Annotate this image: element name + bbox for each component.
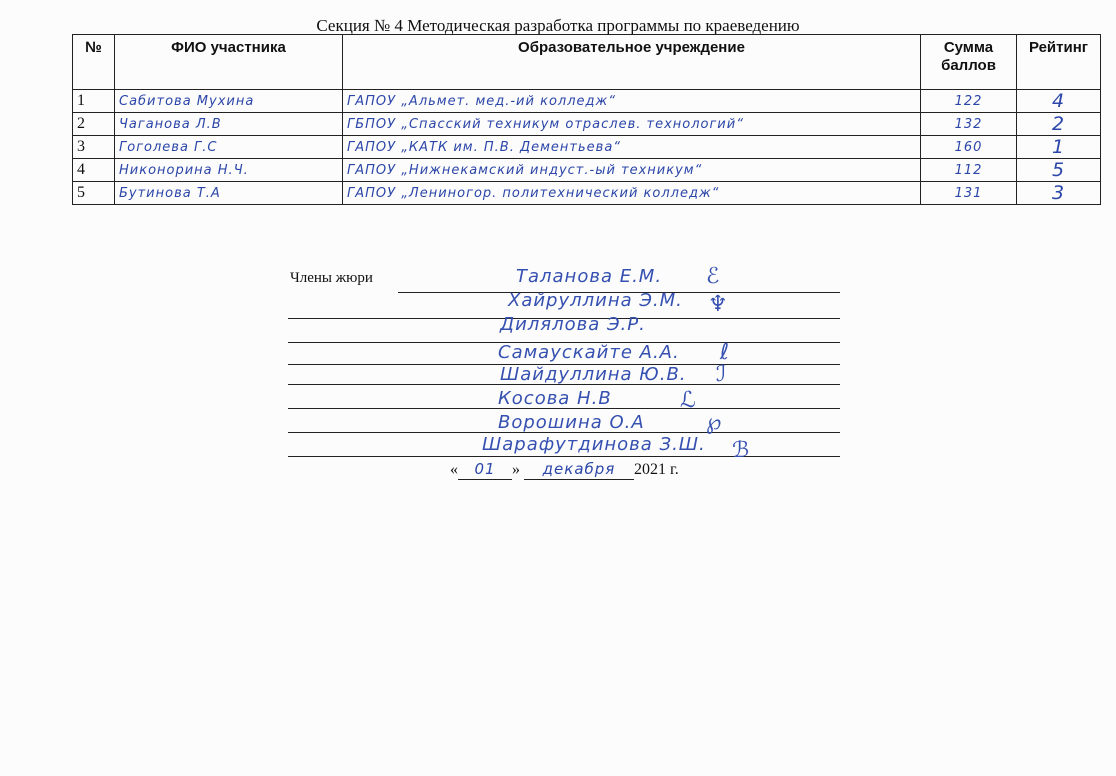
table-row	[73, 90, 1101, 113]
jury-signature: Ворошина О.А	[498, 412, 645, 433]
jury-signature: Дилялова Э.Р.	[500, 314, 646, 335]
date-open-quote: «	[450, 461, 458, 478]
row-num: 4	[73, 159, 115, 182]
table-row	[73, 113, 1101, 136]
score-cell	[921, 182, 1017, 205]
signature-mark-icon: ℓ	[720, 340, 730, 365]
handwritten-rank: 5	[1051, 159, 1066, 181]
score-cell	[921, 113, 1017, 136]
jury-label: Члены жюри	[290, 270, 373, 286]
handwritten-day: 01	[474, 460, 496, 478]
signature-mark-icon: ℰ	[706, 264, 720, 289]
results-table	[72, 34, 1101, 205]
institution	[343, 90, 921, 113]
header-sum: Сумма баллов	[921, 35, 1017, 90]
institution	[343, 136, 921, 159]
row-num: 5	[73, 182, 115, 205]
institution	[343, 182, 921, 205]
signature-mark-icon: ♆	[708, 292, 728, 317]
handwritten-name: Чаганова Л.В	[119, 117, 222, 132]
participant-name	[115, 90, 343, 113]
row-num: 1	[73, 90, 115, 113]
handwritten-institution: ГАПОУ „КАТК им. П.В. Дементьева“	[347, 140, 622, 155]
handwritten-name: Никонорина Н.Ч.	[119, 163, 249, 178]
date-month-field	[524, 460, 634, 480]
date-close-quote: »	[512, 461, 520, 478]
jury-signature: Шарафутдинова З.Ш.	[482, 434, 706, 455]
signature-mark-icon: ℐ	[716, 362, 727, 387]
jury-signature: Косова Н.В	[498, 388, 612, 409]
participant-name	[115, 159, 343, 182]
handwritten-institution: ГАПОУ „Лениногор. политехнический колледж“	[347, 186, 720, 201]
page-title: Секция № 4 Методическая разработка программы по краеведению	[316, 16, 800, 35]
date-day-field	[458, 460, 512, 480]
jury-signature: Самаускайте А.А.	[498, 342, 680, 363]
header-rank: Рейтинг	[1017, 35, 1101, 90]
institution	[343, 159, 921, 182]
signature-mark-icon: ℬ	[732, 438, 750, 463]
handwritten-score: 122	[954, 94, 983, 109]
rank-cell	[1017, 136, 1101, 159]
header-num: №	[73, 35, 115, 90]
jury-signature: Шайдуллина Ю.В.	[500, 364, 687, 385]
rank-cell	[1017, 159, 1101, 182]
handwritten-score: 132	[954, 117, 983, 132]
row-num: 3	[73, 136, 115, 159]
table-header-row	[73, 35, 1101, 90]
participant-name	[115, 182, 343, 205]
handwritten-institution: ГБПОУ „Спасский техникум отраслев. технологий“	[347, 117, 744, 132]
handwritten-institution: ГАПОУ „Альмет. мед.-ий колледж“	[347, 94, 616, 109]
score-cell	[921, 159, 1017, 182]
rank-cell	[1017, 90, 1101, 113]
score-cell	[921, 90, 1017, 113]
table-row	[73, 159, 1101, 182]
header-org: Образовательное учреждение	[343, 35, 921, 90]
participant-name	[115, 113, 343, 136]
table-row	[73, 136, 1101, 159]
score-cell	[921, 136, 1017, 159]
handwritten-rank: 3	[1051, 182, 1066, 204]
participant-name	[115, 136, 343, 159]
row-num: 2	[73, 113, 115, 136]
rank-cell	[1017, 182, 1101, 205]
handwritten-name: Гоголева Г.С	[119, 140, 218, 155]
rank-cell	[1017, 113, 1101, 136]
signature-line	[288, 456, 840, 457]
signature-mark-icon: ℘	[706, 410, 722, 435]
handwritten-rank: 2	[1051, 113, 1066, 135]
handwritten-score: 131	[954, 186, 983, 201]
handwritten-rank: 1	[1051, 136, 1066, 158]
header-name: ФИО участника	[115, 35, 343, 90]
institution	[343, 113, 921, 136]
handwritten-rank: 4	[1051, 90, 1066, 112]
handwritten-score: 112	[954, 163, 983, 178]
handwritten-name: Бутинова Т.А	[119, 186, 221, 201]
date-year: 2021 г.	[634, 461, 679, 478]
jury-signature: Таланова Е.М.	[516, 266, 663, 287]
signing-date	[450, 460, 679, 480]
table-row	[73, 182, 1101, 205]
handwritten-month: декабря	[542, 460, 616, 478]
handwritten-score: 160	[954, 140, 983, 155]
handwritten-institution: ГАПОУ „Нижнекамский индуст.-ый техникум“	[347, 163, 703, 178]
handwritten-name: Сабитова Мухина	[119, 94, 255, 109]
signature-mark-icon: ℒ	[680, 388, 696, 413]
jury-signature: Хайруллина Э.М.	[508, 290, 683, 311]
